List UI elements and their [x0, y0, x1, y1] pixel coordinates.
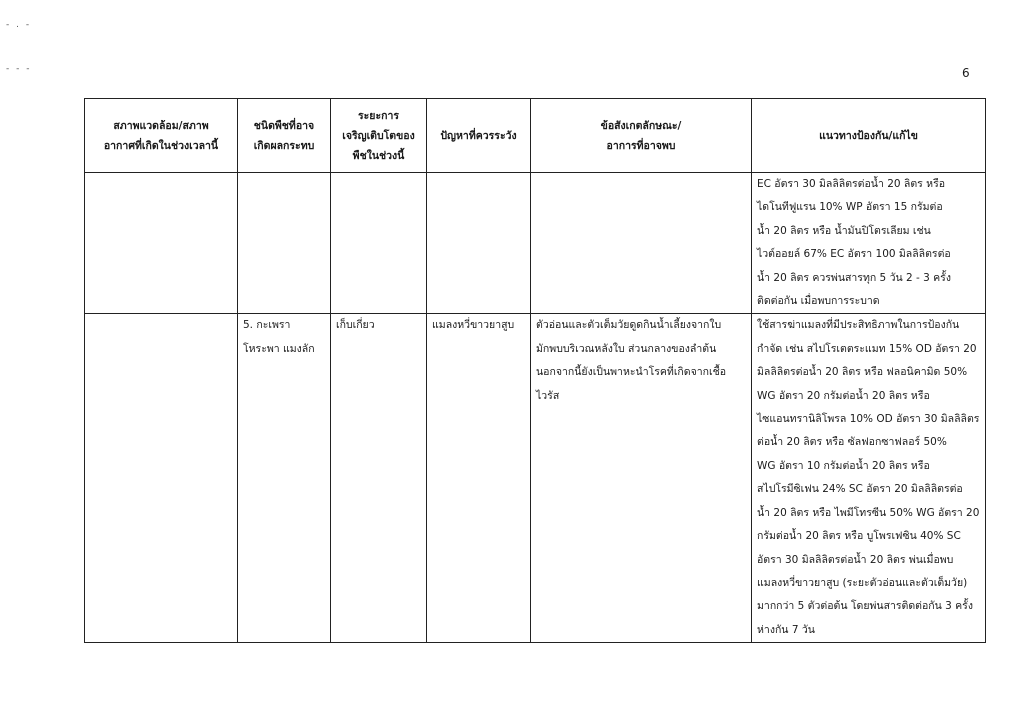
header-problem: ปัญหาที่ควรระวัง [427, 99, 531, 173]
header-prevention: แนวทางป้องกัน/แก้ไข [752, 99, 986, 173]
cell-stage [331, 173, 427, 314]
table-row [85, 173, 986, 314]
pest-management-table [84, 98, 986, 643]
scan-mark-top: - . - [6, 20, 32, 30]
cell-problem: แมลงหวี่ขาวยาสูบ [427, 314, 531, 643]
header-environment: สภาพแวดล้อม/สภาพ อากาศที่เกิดในช่วงเวลานี้ [85, 99, 238, 173]
table-header-row [85, 99, 986, 173]
header-symptom: ข้อสังเกตลักษณะ/ อาการที่อาจพบ [531, 99, 752, 173]
header-growth-stage: ระยะการ เจริญเติบโตของ พืชในช่วงนี้ [331, 99, 427, 173]
cell-stage: เก็บเกี่ยว [331, 314, 427, 643]
header-crop: ชนิดพืชที่อาจ เกิดผลกระทบ [238, 99, 331, 173]
cell-symptom [531, 173, 752, 314]
page-number: 6 [962, 66, 970, 80]
table-row [85, 314, 986, 643]
cell-environment [85, 314, 238, 643]
cell-problem [427, 173, 531, 314]
cell-environment [85, 173, 238, 314]
scan-mark-middle: - - - [6, 64, 32, 74]
cell-symptom: ตัวอ่อนและตัวเต็มวัยดูดกินน้ำเลี้ยงจากใบ มักพบบริเวณหลังใบ ส่วนกลางของลำต้น นอกจากนี้ยังเป็นพาหะนำโรคที่เกิดจากเชื้อ ไวรัส [531, 314, 752, 643]
cell-prevention: ใช้สารฆ่าแมลงที่มีประสิทธิภาพในการป้องกัน กำจัด เช่น สไปโรเตตระแมท 15% OD อัตรา 20 มิลลิลิตรต่อน้ำ 20 ลิตร หรือ ฟลอนิคามิด 50% WG อัตรา 20 กรัมต่อน้ำ 20 ลิตร หรือ ไซแอนทรานิลิโพรล 10% OD อัตรา 30 มิลลิลิตร ต่อน้ำ 20 ลิตร หรือ ซัลฟอกซาฟลอร์ 50% WG อัตรา 10 กรัมต่อน้ำ 20 ลิตร หรือ สไปโรมีซิเฟน 24% SC อัตรา 20 มิลลิลิตรต่อ น้ำ 20 ลิตร หรือ ไพมีโทรซีน 50% WG อัตรา 20 กรัมต่อน้ำ 20 ลิตร หรือ บูโพรเฟซิน 40% SC อัตรา 30 มิลลิลิตรต่อน้ำ 20 ลิตร พ่นเมื่อพบ แมลงหวี่ขาวยาสูบ (ระยะตัวอ่อนและตัวเต็มวัย) มากกว่า 5 ตัวต่อต้น โดยพ่นสารติดต่อกัน 3 ครั้ง ห่างกัน 7 วัน [752, 314, 986, 643]
cell-crop [238, 173, 331, 314]
cell-crop: 5. กะเพรา โหระพา แมงลัก [238, 314, 331, 643]
cell-prevention: EC อัตรา 30 มิลลิลิตรต่อน้ำ 20 ลิตร หรือ ไดโนทีฟูแรน 10% WP อัตรา 15 กรัมต่อ น้ำ 20 ลิตร หรือ น้ำมันปิโตรเลียม เช่น ไวต์ออยล์ 67% EC อัตรา 100 มิลลิลิตรต่อ น้ำ 20 ลิตร ควรพ่นสารทุก 5 วัน 2 - 3 ครั้ง ติดต่อกัน เมื่อพบการระบาด [752, 173, 986, 314]
